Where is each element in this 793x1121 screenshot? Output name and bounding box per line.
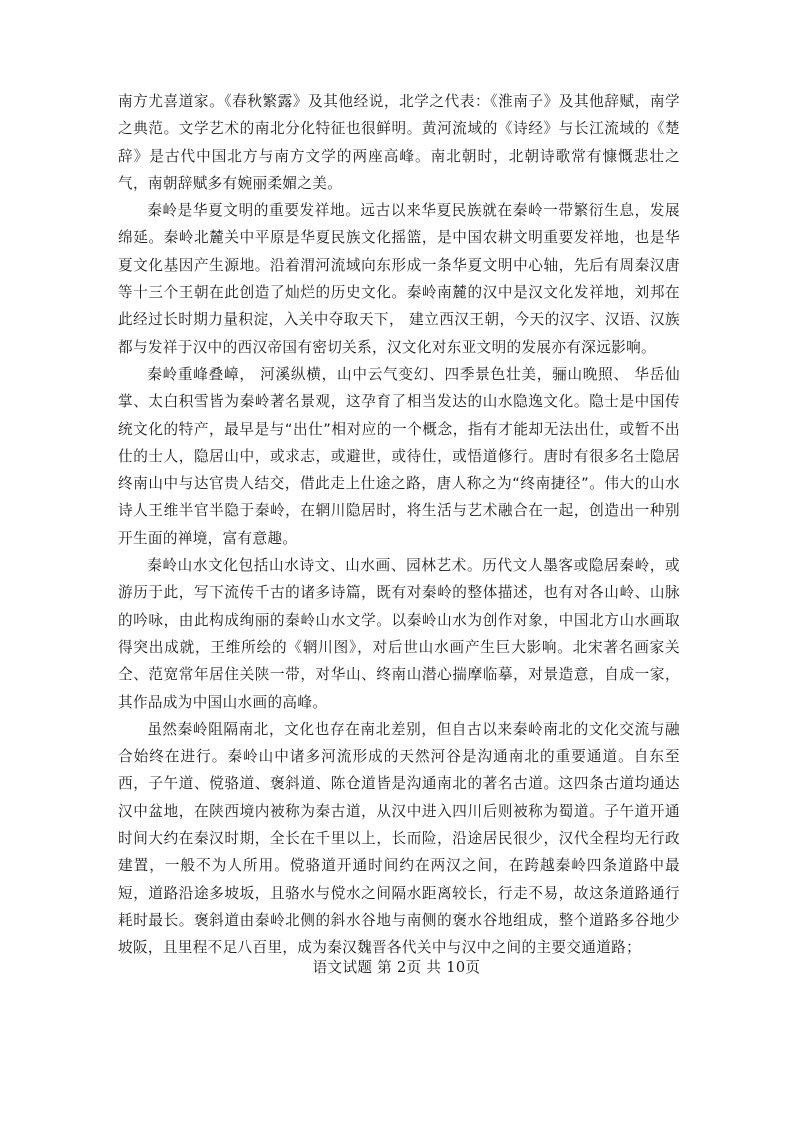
paragraph-5: 虽然秦岭阻隔南北，文化也存在南北差别，但自古以来秦岭南北的文化交流与融合始终在进行。秦岭山中诸多河流形成的天然河谷是沟通南北的重要通道。自东至西，子午道、傥骆道、褒斜道、陈仓道皆是沟通南北的著名古道。这四条古道均通达汉中盆地，在陕西境内被称为秦古道，从汉中进入四川后则被称为蜀道。子午道开通时间大约在秦汉时期，全长在千里以上，长而险，沿途居民很少，汉代全程均无行政建置，一般不为人所用。傥骆道开通时间约在两汉之间，在跨越秦岭四条道路中最短，道路沿途多坡坂，且骆水与傥水之间隔水距离较长，行走不易，故这条道路通行耗时最长。褒斜道由秦岭北侧的斜水谷地与南侧的褒水谷地组成，整个道路多谷地少坡阪，且里程不足八百里，成为秦汉魏晋各代关中与汉中之间的主要交通道路； [118, 720, 680, 957]
paragraph-4: 秦岭山水文化包括山水诗文、山水画、园林艺术。历代文人墨客或隐居秦岭，或游历于此，写下流传千古的诸多诗篇，既有对秦岭的整体描述，也有对各山岭、山脉的吟咏，由此构成绚丽的秦岭山水文学。以秦岭山水为创作对象，中国北方山水画取得突出成就，王维所绘的《辋川图》，对后世山水画产生巨大影响。北宋著名画家关仝、范宽常年居住关陕一带，对华山、终南山潜心揣摩临摹，对景造意，自成一家，其作品成为中国山水画的高峰。 [118, 557, 680, 711]
paragraph-2: 秦岭是华夏文明的重要发祥地。远古以来华夏民族就在秦岭一带繁衍生息，发展绵延。秦岭北麓关中平原是华夏民族文化摇篮，是中国农耕文明重要发祥地，也是华夏文化基因产生源地。沿着渭河流域向东形成一条华夏文明中心轴，先后有周秦汉唐等十三个王朝在此创造了灿烂的历史文化。秦岭南麓的汉中是汉文化发祥地，刘邦在此经过长时期力量积淀，入关中夺取天下， 建立西汉王朝，今天的汉字、汉语、汉族都与发祥于汉中的西汉帝国有密切关系，汉文化对东亚文明的发展亦有深远影响。 [118, 202, 680, 356]
paragraph-1: 南方尤喜道家。《春秋繁露》及其他经说，北学之代表：《淮南子》及其他辞赋，南学之典范。文学艺术的南北分化特征也很鲜明。黄河流域的《诗经》与长江流域的《楚辞》是古代中国北方与南方文学的两座高峰。南北朝时，北朝诗歌常有慷慨悲壮之气，南朝辞赋多有婉丽柔媚之美。 [118, 93, 680, 192]
page-footer: 语文试题 第 2页 共 10页 [312, 959, 481, 976]
article-body [118, 88, 680, 962]
paragraph-3: 秦岭重峰叠嶂， 河溪纵横，山中云气变幻、四季景色壮美，骊山晚照、 华岳仙掌、太白积雪皆为秦岭著名景观，这孕育了相当发达的山水隐逸文化。隐士是中国传统文化的特产，最早是与“出仕”相对应的一个概念，指有才能却无法出仕，或暂不出仕的士人，隐居山中，或求志，或避世，或待仕，或悟道修行。唐时有很多名士隐居终南山中与达官贵人结交，借此走上仕途之路，唐人称之为“终南捷径”。伟大的山水诗人王维半官半隐于秦岭，在辋川隐居时，将生活与艺术融合在一起，创造出一种别开生面的禅境，富有意趣。 [118, 365, 680, 547]
